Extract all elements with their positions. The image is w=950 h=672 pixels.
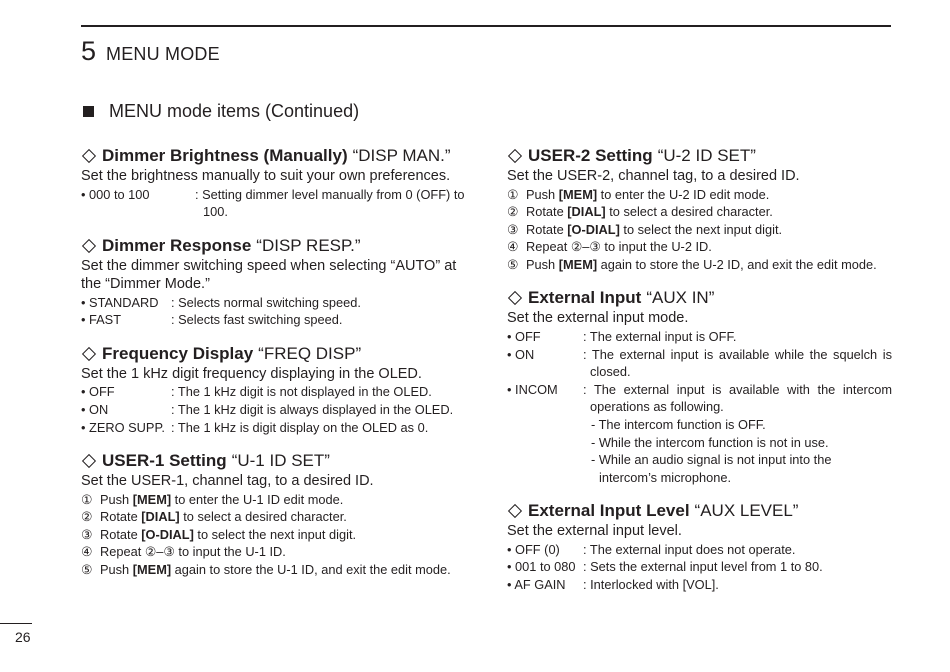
item-title: External Input — [528, 288, 642, 308]
option-row — [81, 401, 467, 419]
option-value: : The 1 kHz digit is not displayed in the OLED. — [171, 384, 432, 400]
option-key: • OFF — [507, 328, 541, 344]
step-number: ④ — [507, 239, 519, 255]
step-text: Push [MEM] to enter the U-1 ID edit mode. — [100, 491, 344, 507]
option-key: • FAST — [81, 312, 122, 328]
item-external-input — [507, 287, 892, 486]
square-bullet-icon — [83, 106, 94, 117]
chapter-header — [81, 36, 220, 67]
step-text: Push [MEM] to enter the U-2 ID edit mode. — [526, 186, 770, 202]
item-description: Set the external input level. — [507, 523, 682, 540]
diamond-icon — [82, 149, 96, 163]
option-key: • INCOM — [507, 381, 558, 397]
option-value: : Selects normal switching speed. — [171, 294, 361, 310]
option-key: • 001 to 080 — [507, 559, 576, 575]
step-row — [507, 203, 892, 221]
item-external-input-level — [507, 500, 892, 593]
option-key: • 000 to 100 — [81, 186, 150, 202]
diamond-icon — [82, 454, 96, 468]
item-heading — [81, 235, 467, 257]
step-text: Repeat ②–③ to input the U-1 ID. — [100, 544, 286, 560]
option-key: • ZERO SUPP. — [81, 419, 165, 435]
item-dimmer-response — [81, 235, 467, 329]
option-row — [507, 541, 892, 559]
option-row — [507, 346, 892, 381]
option-value: : The external input does not operate. — [583, 541, 796, 557]
item-display-name: “U-1 ID SET” — [231, 451, 330, 471]
item-heading — [81, 145, 467, 167]
step-number: ③ — [507, 221, 519, 237]
diamond-icon — [82, 239, 96, 253]
option-row — [81, 311, 467, 329]
step-number: ⑤ — [507, 256, 519, 272]
step-text: Rotate [O-DIAL] to select the next input digit. — [526, 221, 783, 237]
step-number: ⑤ — [81, 562, 93, 578]
item-title: Dimmer Response — [102, 235, 252, 255]
item-title: USER-1 Setting — [102, 451, 227, 471]
item-user2-setting — [507, 145, 892, 273]
item-description: Set the brightness manually to suit your own preferences. — [81, 168, 451, 184]
item-description: Set the external input mode. — [507, 310, 689, 327]
option-key: • ON — [81, 401, 109, 417]
sub-list-item: - While an audio signal is not input into the intercom’s microphone. — [591, 452, 832, 485]
step-row — [81, 526, 467, 544]
option-row — [81, 419, 467, 437]
item-heading — [507, 145, 892, 167]
footer-rule — [0, 623, 32, 624]
option-row — [81, 383, 467, 401]
option-value: : The 1 kHz digit is always displayed in the OLED. — [171, 401, 454, 417]
item-title: External Input Level — [528, 501, 690, 521]
option-key: • OFF (0) — [507, 541, 560, 557]
option-key: • STANDARD — [81, 294, 159, 310]
step-row — [507, 256, 892, 274]
diamond-icon — [82, 347, 96, 361]
right-column — [507, 145, 892, 608]
step-row — [81, 543, 467, 561]
option-row — [507, 558, 892, 576]
step-text: Rotate [O-DIAL] to select the next input digit. — [100, 526, 357, 542]
step-text: Push [MEM] again to store the U-2 ID, and exit the edit mode. — [526, 256, 877, 272]
item-display-name: “DISP MAN.” — [352, 146, 451, 165]
step-text: Rotate [DIAL] to select a desired character. — [526, 204, 773, 220]
item-display-name: “FREQ DISP” — [258, 343, 362, 363]
step-row — [81, 561, 467, 579]
top-rule — [81, 25, 891, 27]
option-row — [507, 328, 892, 346]
option-value: : The external input is OFF. — [583, 328, 737, 344]
option-value: : Sets the external input level from 1 to 80. — [583, 559, 823, 575]
step-row — [507, 186, 892, 204]
section-heading — [81, 101, 359, 122]
chapter-number: 5 — [81, 36, 97, 66]
option-row — [507, 381, 892, 416]
item-title: USER-2 Setting — [528, 146, 653, 165]
item-heading — [81, 450, 467, 472]
option-value: : The 1 kHz is digit display on the OLED as 0. — [171, 419, 429, 435]
diamond-icon — [508, 504, 522, 518]
item-heading — [507, 287, 892, 309]
option-key: • AF GAIN — [507, 577, 566, 592]
step-row — [507, 238, 892, 256]
step-number: ② — [81, 509, 93, 525]
item-display-name: “AUX IN” — [646, 288, 715, 308]
step-text: Repeat ②–③ to input the U-2 ID. — [526, 239, 712, 255]
step-text: Push [MEM] again to store the U-1 ID, and exit the edit mode. — [100, 562, 451, 578]
section-title: MENU mode items (Continued) — [109, 101, 360, 121]
step-row — [507, 221, 892, 239]
item-heading — [81, 343, 467, 365]
item-title: Frequency Display — [102, 343, 254, 363]
chapter-title: MENU MODE — [106, 44, 220, 64]
sub-list-item: - While the intercom function is not in use. — [591, 434, 829, 450]
option-value: : Selects fast switching speed. — [171, 312, 343, 328]
item-description: Set the dimmer switching speed when selecting “AUTO” at the “Dimmer Mode.” — [81, 257, 457, 293]
option-row — [507, 576, 892, 594]
option-value: : The external input is available with the intercom operations as following. — [583, 381, 892, 415]
step-number: ② — [507, 204, 519, 220]
option-value: : The external input is available while the squelch is closed. — [583, 346, 892, 380]
item-description: Set the USER-2, channel tag, to a desired ID. — [507, 168, 800, 184]
item-display-name: “U-2 ID SET” — [657, 146, 756, 165]
item-description: Set the USER-1, channel tag, to a desired ID. — [81, 473, 374, 490]
step-number: ① — [81, 491, 93, 507]
sub-list-item: - The intercom function is OFF. — [591, 416, 766, 432]
option-key: • OFF — [81, 384, 115, 400]
step-text: Rotate [DIAL] to select a desired character. — [100, 509, 347, 525]
step-number: ③ — [81, 526, 93, 542]
step-number: ④ — [81, 544, 93, 560]
item-display-name: “AUX LEVEL” — [694, 501, 799, 521]
diamond-icon — [508, 149, 522, 163]
item-description: Set the 1 kHz digit frequency displaying in the OLED. — [81, 365, 422, 382]
item-user1-setting — [81, 450, 467, 578]
item-frequency-display — [81, 343, 467, 436]
option-key: • ON — [507, 346, 535, 362]
option-value: : Setting dimmer level manually from 0 (OFF) to 100. — [195, 186, 465, 220]
page-number: 26 — [15, 629, 31, 645]
option-row — [81, 294, 467, 312]
step-number: ① — [507, 186, 519, 202]
item-dimmer-brightness — [81, 145, 467, 221]
option-value: : Interlocked with [VOL]. — [583, 577, 719, 592]
step-row — [81, 491, 467, 509]
item-heading — [507, 500, 892, 522]
step-row — [81, 508, 467, 526]
item-title: Dimmer Brightness (Manually) — [102, 146, 348, 165]
option-row — [81, 186, 467, 221]
item-display-name: “DISP RESP.” — [256, 235, 361, 255]
left-column — [81, 145, 467, 593]
diamond-icon — [508, 291, 522, 305]
